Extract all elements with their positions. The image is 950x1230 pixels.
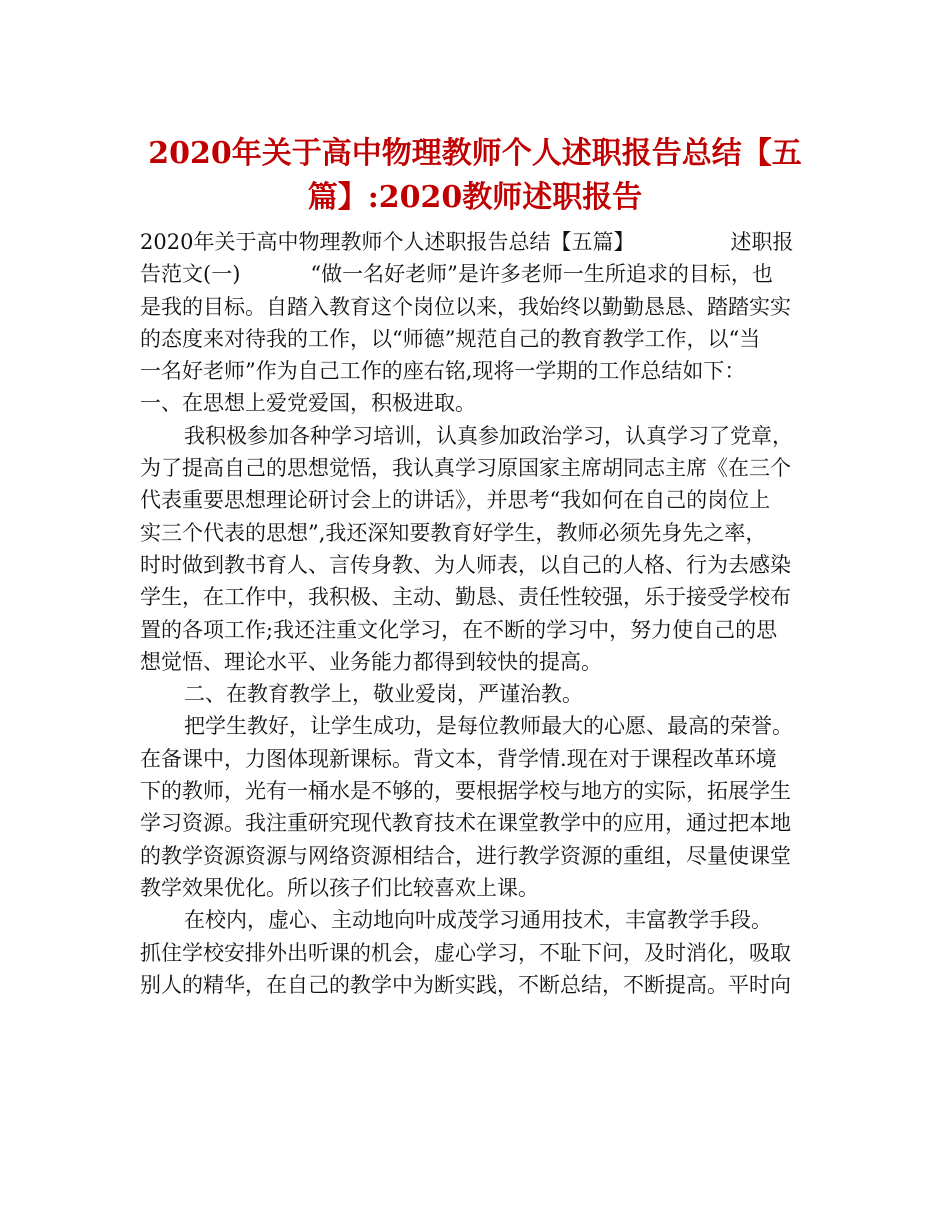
document-title-line-2: 篇】:2020教师述职报告 <box>307 180 643 215</box>
body-line: 在备课中，力图体现新课标。背文本，背学情.现在对于课程改革环境 <box>140 746 777 771</box>
body-line: 下的教师，光有一桶水是不够的，要根据学校与地方的实际，拓展学生 <box>140 779 791 804</box>
body-line: 一名好老师”作为自己工作的座右铭,现将一学期的工作总结如下： <box>140 359 746 384</box>
body-line: 实三个代表的思想”,我还深知要教育好学生，教师必须先身先之率， <box>140 520 767 545</box>
body-line <box>140 226 820 258</box>
section-heading: 二、在教育教学上，敬业爱岗，严谨治教。 <box>184 682 583 707</box>
body-line: 抓住学校安排外出听课的机会，虚心学习，不耻下问，及时消化，吸取 <box>140 940 791 965</box>
body-line: 想觉悟、理论水平、业务能力都得到较快的提高。 <box>140 649 602 674</box>
body-line-segment: 2020年关于高中物理教师个人述职报告总结【五篇】 <box>140 230 635 254</box>
body-line: 别人的精华，在自己的教学中为断实践，不断总结，不断提高。平时向 <box>140 972 791 997</box>
body-line: 的态度来对待我的工作，以“师德”规范自己的教育教学工作，以“当 <box>140 326 761 351</box>
body-line: 时时做到教书育人、言传身教、为人师表，以自己的人格、行为去感染 <box>140 552 791 577</box>
body-line-segment: 述职报 <box>730 230 794 254</box>
section-heading: 一、在思想上爱党爱国，积极进取。 <box>140 391 476 416</box>
body-line: 是我的目标。自踏入教育这个岗位以来，我始终以勤勤恳恳、踏踏实实 <box>140 294 791 319</box>
body-line: 为了提高自己的思想觉悟，我认真学习原国家主席胡同志主席《在三个 <box>140 456 791 481</box>
document-body <box>140 226 820 1001</box>
body-line: 学生，在工作中，我积极、主动、勤恳、责任性较强，乐于接受学校布 <box>140 585 791 610</box>
body-line: 教学效果优化。所以孩子们比较喜欢上课。 <box>140 875 539 900</box>
body-line: 的教学资源资源与网络资源相结合，进行教学资源的重组，尽量使课堂 <box>140 843 791 868</box>
body-line-segment: 告范文(一) <box>140 262 241 287</box>
body-line-segment: “做一名好老师”是许多老师一生所追求的目标，也 <box>310 262 773 287</box>
document-title-line-1: 2020年关于高中物理教师个人述职报告总结【五 <box>148 136 802 171</box>
body-line: 学习资源。我注重研究现代教育技术在课堂教学中的应用，通过把本地 <box>140 811 791 836</box>
body-line: 我积极参加各种学习培训，认真参加政治学习，认真学习了党章， <box>184 423 793 448</box>
body-line <box>140 258 820 290</box>
body-line: 置的各项工作;我还注重文化学习，在不断的学习中，努力使自己的思 <box>140 617 778 642</box>
body-line: 把学生教好，让学生成功，是每位教师最大的心愿、最高的荣誉。 <box>184 714 793 739</box>
body-line: 在校内，虚心、主动地向叶成茂学习通用技术，丰富教学手段。 <box>184 908 772 933</box>
body-line: 代表重要思想理论研讨会上的讲话》，并思考“我如何在自己的岗位上 <box>140 488 771 513</box>
